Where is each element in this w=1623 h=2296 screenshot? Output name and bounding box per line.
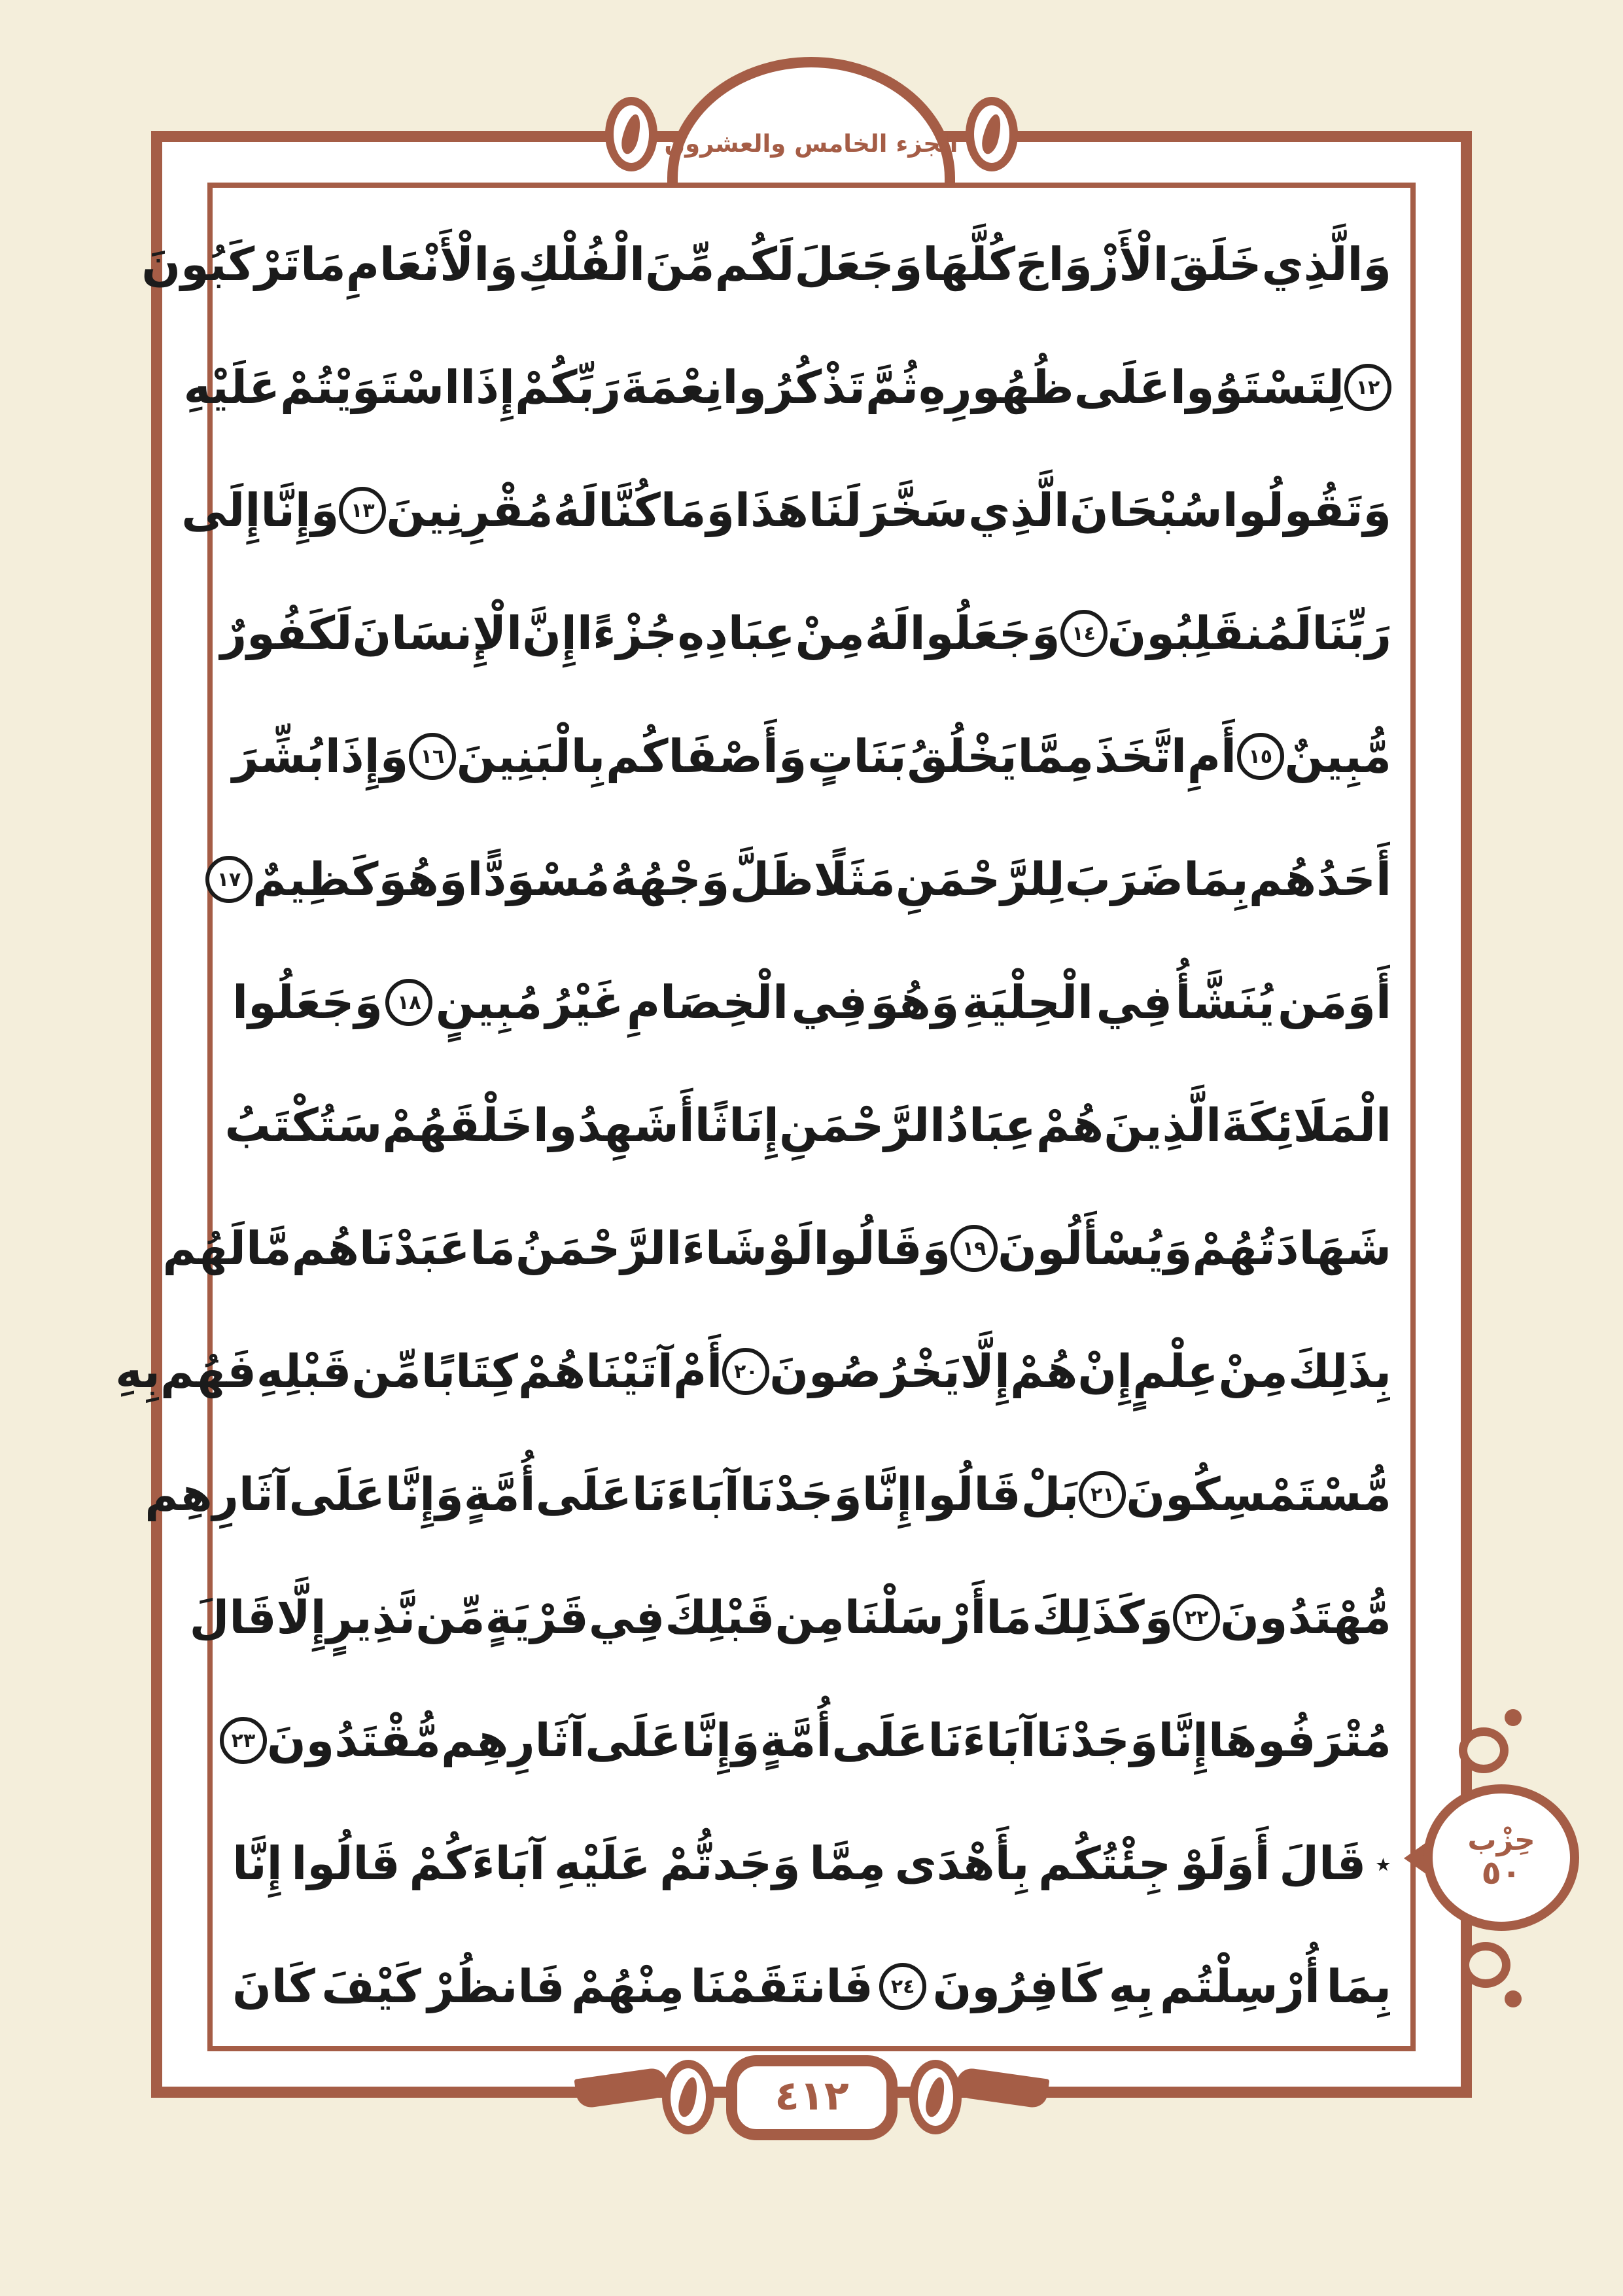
hizb-dot-icon [1505, 1990, 1522, 2007]
quran-word: مِمَّا [809, 1837, 886, 1890]
quran-word: فِي [1096, 976, 1173, 1029]
quran-word: أَوَلَوْ [1179, 1837, 1270, 1890]
quran-word: غَيْرُ [545, 976, 624, 1029]
quran-word: مَّا [245, 1222, 292, 1275]
quran-word: إِلَّا [960, 1345, 1010, 1398]
quran-word: الْإِنسَانَ [352, 607, 523, 660]
quran-line [115, 1310, 1391, 1433]
quran-word: نِعْمَةَ [621, 361, 723, 414]
quran-word: خَلْقَهُمْ [382, 1099, 533, 1152]
quran-word: مُتْرَفُوهَا [1208, 1714, 1391, 1767]
quran-word: كَانَ [232, 1960, 315, 2013]
ayah-number-badge: ٢٤ [879, 1963, 926, 2010]
quran-word: بِمَا [1326, 1960, 1391, 2013]
quran-line [141, 203, 1391, 326]
quran-word: لَمُنقَلِبُونَ [1107, 607, 1312, 660]
quran-word: لَنَا [808, 484, 862, 537]
quran-word: ضَرَبَ [1064, 853, 1184, 906]
header-right-medallion [966, 97, 1018, 171]
ayah-number-badge: ١٨ [385, 979, 432, 1026]
quran-word: إِنَّا [862, 1468, 913, 1521]
quran-word: أَحَدُهُم [1248, 853, 1391, 906]
ayah-number-badge: ١٣ [339, 487, 386, 534]
quran-word: عَلَى [1073, 361, 1170, 414]
quran-word: آبَاءَكُمْ [409, 1837, 546, 1890]
quran-word: بِذَلِكَ [1287, 1345, 1391, 1398]
quran-word: مُّبِينٌ [1284, 730, 1391, 783]
quran-word: كَظِيمٌ [253, 853, 379, 906]
juz-title: الجزء الخامس والعشرون [664, 130, 958, 158]
quran-word: تَرْكَبُونَ [141, 238, 301, 291]
quran-word: فَانظُرْ [427, 1960, 565, 2013]
quran-word: جِئْتُكُم [1038, 1837, 1172, 1890]
quran-word: إِنَّا [1158, 1714, 1208, 1767]
quran-word: يَخْرُصُونَ [769, 1345, 960, 1398]
quran-word: إِلَّا [276, 1591, 326, 1644]
quran-word: مَثَلًا [813, 853, 896, 906]
ayah-number-badge: ١٩ [951, 1225, 998, 1272]
ayah-number-badge: ١٥ [1237, 733, 1284, 780]
quran-word: رَبِّنَا [1312, 607, 1391, 660]
quran-line [183, 326, 1391, 449]
quran-word: كَيْفَ [321, 1960, 421, 2013]
quran-word: قَالُوا [291, 1837, 400, 1890]
quran-word: كَافِرُونَ [932, 1960, 1103, 2013]
quran-word: ظُهُورِهِ [918, 361, 1074, 414]
quran-word: الْمَلَائِكَةَ [1221, 1099, 1391, 1152]
quran-word: وَكَذَلِكَ [1032, 1591, 1174, 1644]
ayah-number-badge: ٢١ [1079, 1471, 1126, 1518]
quran-line [232, 1925, 1391, 2048]
quran-word: بِالْبَنِينَ [456, 730, 606, 783]
quran-word: لَكُم [714, 238, 795, 291]
quran-word: بِمَا [1183, 853, 1249, 906]
quran-line [232, 941, 1391, 1064]
ayah-number-badge: ١٢ [1344, 364, 1391, 411]
quran-line [232, 695, 1391, 818]
quran-word: بِهِ [115, 1345, 160, 1398]
quran-word: مُبِينٍ [435, 976, 543, 1029]
quran-text-block [115, 203, 1391, 2048]
hizb-medallion [1423, 1784, 1579, 1931]
page-number-cartouche [726, 2055, 898, 2140]
quran-word: الْأَزْوَاجَ [1015, 238, 1169, 291]
quran-word: آثَارِهِم [145, 1468, 289, 1521]
quran-line [220, 572, 1391, 695]
quran-word: عَلَى [535, 1468, 632, 1521]
quran-word: سُبْحَانَ [1069, 484, 1223, 537]
ayah-number-badge: ٢٣ [220, 1717, 267, 1764]
quran-word: مِّن [351, 1345, 421, 1398]
leaf-icon [676, 2075, 701, 2119]
quran-word: الرَّحْمَنِ [778, 1099, 946, 1152]
quran-word: الرَّحْمَنُ [515, 1222, 682, 1275]
header-left-medallion [605, 97, 657, 171]
quran-word: ثُمَّ [865, 361, 919, 414]
quran-word: مُسْوَدًّا [467, 853, 610, 906]
quran-word: وَإِنَّا [260, 484, 340, 537]
quran-word: مِمَّا [1017, 730, 1094, 783]
quran-word: آبَاءَنَا [631, 1468, 740, 1521]
quran-word: عَبَدْنَاهُم [291, 1222, 470, 1275]
quran-word: نَّذِيرٍ [326, 1591, 416, 1644]
quran-word: عَلَى [288, 1468, 385, 1521]
quran-word: لَهُ [864, 607, 910, 660]
quran-word: أَشَهِدُوا [532, 1099, 695, 1152]
quran-word: جُزْءًا [576, 607, 678, 660]
quran-word: الَّذِي [968, 484, 1070, 537]
quran-word: مُّسْتَمْسِكُونَ [1126, 1468, 1391, 1521]
quran-word: مُّهْتَدُونَ [1220, 1591, 1391, 1644]
quran-word: إِنَاثًا [694, 1099, 779, 1152]
quran-word: وَمَا [660, 484, 735, 537]
quran-word: بِهِ [1108, 1960, 1154, 2013]
quran-word: الْحِلْيَةِ [962, 976, 1094, 1029]
ayah-number-badge: ٢٢ [1173, 1594, 1220, 1641]
quran-word: سَخَّرَ [862, 484, 968, 537]
quran-word: إِلَى [181, 484, 261, 537]
ayah-number-badge: ١٧ [205, 856, 253, 903]
quran-word: إِنَّا [232, 1837, 283, 1890]
quran-word: بِأَهْدَى [894, 1837, 1030, 1890]
quran-word: لَهُم [162, 1222, 246, 1275]
quran-word: أَمِ [1187, 730, 1237, 783]
quran-word: وَجَعَلَ [794, 238, 923, 291]
quran-word: وَهُوَ [870, 976, 960, 1029]
quran-word: إِنَّ [522, 607, 577, 660]
quran-word: إِنْ [1077, 1345, 1133, 1398]
quran-word: مِنْ [1218, 1345, 1288, 1398]
quran-word: أَمْ [672, 1345, 723, 1398]
quran-word: كِتَابًا [421, 1345, 518, 1398]
quran-word: وَجَدْنَا [1036, 1714, 1159, 1767]
quran-word: وَجَدْنَا [739, 1468, 862, 1521]
quran-word: أَرْسَلْنَا [844, 1591, 986, 1644]
quran-word: أُرْسِلْتُم [1159, 1960, 1321, 2013]
quran-word: هُمْ [1009, 1345, 1078, 1398]
hizb-pointer-icon [1404, 1843, 1426, 1874]
quran-word: فَهُم [160, 1345, 256, 1398]
quran-word: ظَلَّ [729, 853, 814, 906]
quran-word: لَوْ [767, 1222, 814, 1275]
quran-word: اسْتَوَيْتُمْ [280, 361, 461, 414]
quran-word: وَجْهُهُ [610, 853, 730, 906]
quran-word: أُمَّةٍ [759, 1714, 832, 1767]
hizb-ornament-top [1459, 1727, 1509, 1773]
quran-word: مُّقْتَدُونَ [266, 1714, 441, 1767]
quran-word: الَّذِينَ [1104, 1099, 1222, 1152]
footer-right-medallion [909, 2060, 962, 2134]
quran-word: وَأَصْفَاكُم [606, 730, 807, 783]
quran-word: وَيُسْأَلُونَ [998, 1222, 1193, 1275]
quran-word: شَهَادَتُهُمْ [1192, 1222, 1391, 1275]
quran-word: وَالَّذِي [1261, 238, 1391, 291]
quran-word: فِي [588, 1591, 665, 1644]
quran-word: قَبْلِهِ [256, 1345, 352, 1398]
ayah-number-badge: ١٦ [409, 733, 456, 780]
quran-word: وَجَدتُّمْ [659, 1837, 801, 1890]
quran-word: يَخْلُقُ [907, 730, 1017, 783]
quran-word: آثَارِهِم [440, 1714, 585, 1767]
quran-word: لِتَسْتَوُوا [1170, 361, 1344, 414]
page-number: ٤١٢ [775, 2072, 849, 2119]
quran-word: آبَاءَنَا [928, 1714, 1036, 1767]
quran-word: مَا [470, 1222, 516, 1275]
quran-word: لِلرَّحْمَنِ [895, 853, 1065, 906]
quran-word: عِبَادِهِ [677, 607, 795, 660]
juz-header-ornament [664, 57, 958, 183]
quran-word: مُقْرِنِينَ [386, 484, 553, 537]
quran-word: قَالَ [1279, 1837, 1367, 1890]
quran-word: عَلَيْهِ [553, 1837, 651, 1890]
quran-line [224, 1064, 1391, 1187]
quran-word: آتَيْنَاهُمْ [517, 1345, 673, 1398]
quran-word: كُلَّهَا [922, 238, 1016, 291]
ayah-number-badge: ٢٠ [722, 1348, 769, 1395]
quran-word: قَالَ [189, 1591, 277, 1644]
quran-word: شَاءَ [682, 1222, 768, 1275]
quran-word: عَلَى [831, 1714, 928, 1767]
quran-word: وَهُوَ [378, 853, 468, 906]
hizb-number: ٥٠ [1481, 1854, 1522, 1892]
quran-word: مِن [775, 1591, 845, 1644]
quran-word: عِلْمٍ [1132, 1345, 1219, 1398]
quran-word: وَجَعَلُوا [909, 607, 1060, 660]
hizb-label: حِزْب [1467, 1824, 1535, 1857]
quran-word: هَذَا [735, 484, 809, 537]
quran-word: عَلَيْهِ [183, 361, 281, 414]
quran-line [232, 1802, 1391, 1925]
quran-word: مِّنَ [645, 238, 715, 291]
quran-word: عَلَى [585, 1714, 682, 1767]
quran-word: مَا [986, 1591, 1032, 1644]
quran-word: وَإِنَّا [681, 1714, 760, 1767]
quran-word: مَا [300, 238, 346, 291]
quran-word: عِبَادُ [945, 1099, 1036, 1152]
quran-word: وَالْأَنْعَامِ [345, 238, 518, 291]
quran-word: تَذْكُرُوا [722, 361, 865, 414]
quran-line [189, 1556, 1391, 1679]
quran-word: الْفُلْكِ [517, 238, 646, 291]
quran-word: الْخِصَامِ [626, 976, 789, 1029]
leaf-icon [979, 113, 1004, 156]
quran-word: سَتُكْتَبُ [224, 1099, 383, 1152]
quran-word: أُمَّةٍ [463, 1468, 536, 1521]
quran-word: بَلْ [1021, 1468, 1079, 1521]
quran-word: هُمْ [1036, 1099, 1104, 1152]
quran-word: وَجَعَلُوا [232, 976, 383, 1029]
quran-word: خَلَقَ [1168, 238, 1262, 291]
hizb-dot-icon [1505, 1709, 1522, 1726]
quran-line [232, 1679, 1391, 1802]
quran-word: قَرْيَةٍ [485, 1591, 589, 1644]
quran-word: بُشِّرَ [232, 730, 325, 783]
quran-word: مِّن [415, 1591, 485, 1644]
quran-word: فِي [791, 976, 868, 1029]
hizb-ornament-bottom [1461, 1942, 1510, 1988]
quran-word: قَالُوا [912, 1468, 1021, 1521]
quran-word: أَوَمَن [1278, 976, 1391, 1029]
quran-word: قَبْلِكَ [665, 1591, 775, 1644]
quran-word: إِذَا [460, 361, 515, 414]
quran-line [145, 1433, 1391, 1556]
ayah-number-badge: ١٤ [1060, 610, 1108, 657]
leaf-icon [619, 113, 644, 156]
quran-word: مِنْ [795, 607, 865, 660]
quran-word: يُنَشَّأُ [1175, 976, 1275, 1029]
quran-word: بَنَاتٍ [807, 730, 907, 783]
quran-word: اتَّخَذَ [1094, 730, 1187, 783]
quran-word: وَإِنَّا [385, 1468, 464, 1521]
quran-word: فَانتَقَمْنَا [690, 1960, 873, 2013]
quran-line [181, 449, 1391, 572]
quran-word: وَقَالُوا [813, 1222, 951, 1275]
rub-el-hizb-icon: ٭ [1374, 1846, 1391, 1881]
quran-word: لَكَفُورٌ [220, 607, 353, 660]
quran-line [162, 1187, 1391, 1310]
quran-word: لَهُ [553, 484, 599, 537]
quran-word: رَبِّكُمْ [515, 361, 621, 414]
leaf-icon [923, 2075, 948, 2119]
quran-word: مِنْهُمْ [571, 1960, 685, 2013]
quran-word: وَتَقُولُوا [1222, 484, 1391, 537]
quran-word: وَإِذَا [324, 730, 409, 783]
quran-word: كُنَّا [598, 484, 661, 537]
quran-line [217, 818, 1391, 941]
footer-left-medallion [662, 2060, 714, 2134]
